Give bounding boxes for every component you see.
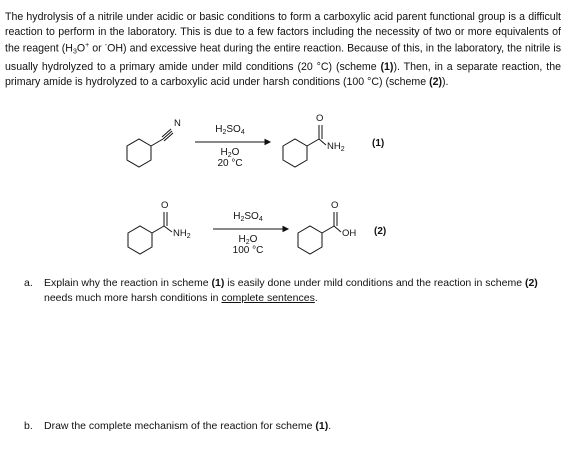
question-a-text: Explain why the reaction in scheme (1) is easily done under mild conditions and the reaction in scheme (2) needs much more harsh conditions in complete sentences.: [44, 277, 538, 304]
scheme2-reactant-nh2: $NH_2$: [173, 228, 191, 240]
question-a-scheme2-ref: (2): [524, 277, 538, 289]
question-b-text: Draw the complete mechanism of the reaction for scheme (1).: [44, 420, 332, 432]
intro-scheme1-ref: (1): [380, 61, 394, 74]
scheme1-product-o: O: [316, 113, 324, 124]
scheme1-product-nh2: $NH_2$: [327, 141, 345, 153]
intro-text-4: ). Then, in a separate reaction, the primary amide is hydrolyzed to a carboxylic acid under harsh conditions (100 °C) (scheme: [5, 61, 561, 88]
scheme1-product-structure: [283, 125, 326, 167]
scheme2-arrowhead: [283, 227, 288, 232]
scheme2-reactant-o: O: [161, 200, 169, 211]
intro-minus-sup: -: [104, 42, 108, 49]
question-b: [24, 419, 559, 435]
intro-scheme2-ref: (2): [429, 75, 443, 88]
question-a-underlined-phrase: complete sentences: [221, 292, 315, 304]
intro-text-1: The hydrolysis of a nitrile under acidic or basic conditions to form a carboxylic acid parent functional group is a difficult reaction to perform in the laboratory. This is due to a few factors including the necessity of two or more equivalents of the reagent (H: [5, 11, 561, 55]
intro-text-3: OH) and excessive heat during the entire reaction. Because of this, in the laboratory, the nitrile is usually hydrolyzed to a primary amide under mild conditions (20 °C) (scheme: [5, 42, 561, 74]
intro-text-2: or: [89, 42, 105, 55]
scheme1-number: (1): [372, 138, 385, 149]
scheme1-nitrile-n: N: [174, 118, 181, 129]
intro-o-letter: O: [76, 42, 86, 55]
question-b-scheme1-ref: (1): [315, 420, 329, 432]
intro-text-5: ).: [442, 75, 449, 88]
question-a: [24, 276, 559, 308]
scheme2-temperature: 100 °C: [232, 245, 264, 256]
scheme1-reagent-h2o: $H_2O$: [220, 147, 240, 159]
scheme1-arrowhead: [265, 140, 270, 145]
scheme1-reagent-h2so4: $H_2SO_4$: [215, 124, 245, 136]
scheme2-reagent-h2o: $H_2O$: [238, 234, 258, 246]
scheme2-product-o: O: [331, 200, 339, 211]
intro-plus-sup: +: [85, 42, 90, 49]
question-a-marker: a.: [24, 277, 33, 289]
scheme1-temperature: 20 °C: [217, 158, 243, 169]
scheme2-reagent-h2so4: $H_2SO_4$: [233, 211, 263, 223]
question-a-scheme1-ref: (1): [211, 277, 225, 289]
intro-h3-sub: 3: [72, 48, 77, 56]
scheme2-product-structure: [298, 212, 341, 254]
question-b-marker: b.: [24, 420, 33, 432]
scheme2-number: (2): [374, 226, 387, 237]
scheme2-reactant-structure: [128, 212, 172, 254]
scheme2-product-oh: OH: [342, 228, 357, 239]
scheme1-reactant-structure: [127, 129, 173, 167]
